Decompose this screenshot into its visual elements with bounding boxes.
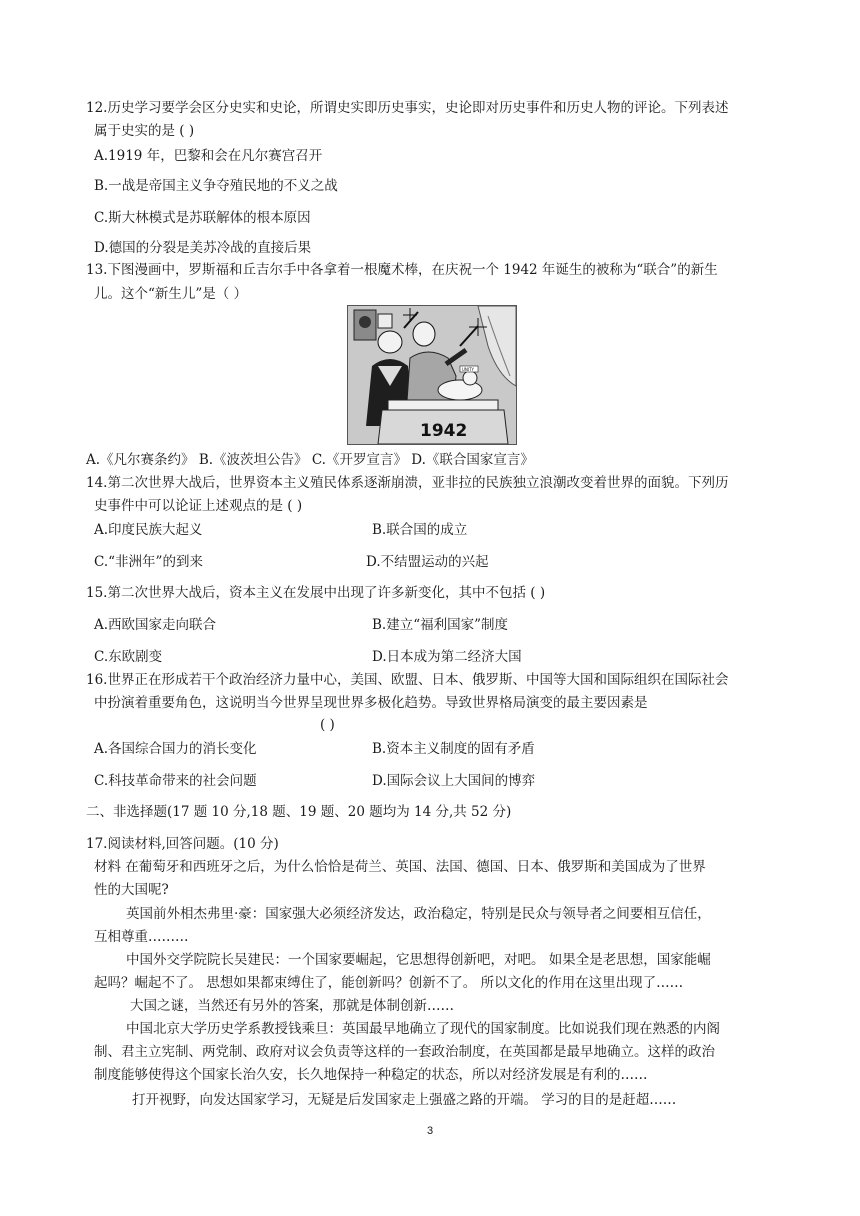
q16-answer-bracket: ( ) — [320, 717, 335, 733]
q15-option-c: C.东欧剧变 — [94, 649, 163, 665]
cartoon-year-caption: 1942 — [420, 421, 468, 441]
q16-stem-line1: 16.世界正在形成若干个政治经济力量中心，美国、欧盟、日本、俄罗斯、中国等大国和国际组织在国际社会 — [86, 672, 729, 688]
q17-closing-line: 打开视野，向发达国家学习，无疑是后发国家走上强盛之路的开端。 学习的目的是赶超…… — [132, 1092, 677, 1108]
q17-mystery-line: 大国之谜，当然还有另外的答案，那就是体制创新…… — [130, 998, 454, 1014]
q15-option-b: B.建立“福利国家”制度 — [372, 617, 509, 633]
page-number: 3 — [426, 1125, 434, 1137]
q12-option-b: B.一战是帝国主义争夺殖民地的不义之战 — [94, 178, 338, 194]
q17-quote-qian-line3: 制度能够使得这个国家长治久安，长久地保持一种稳定的状态，所以对经济发展是有利的…… — [94, 1067, 648, 1083]
cartoon-drawing — [348, 306, 516, 444]
section-two-heading: 二、非选择题(17 题 10 分,18 题、19 题、20 题均为 14 分,共 52 分) — [86, 804, 512, 820]
q12-option-d: D.德国的分裂是美苏冷战的直接后果 — [94, 240, 312, 256]
q16-option-c: C.科技革命带来的社会问题 — [94, 773, 257, 789]
q14-option-b: B.联合国的成立 — [372, 522, 468, 538]
q17-quote-wu-line2: 起吗？崛起不了。 思想如果都束缚住了，能创新吗？创新不了。 所以文化的作用在这里出现了…… — [94, 975, 684, 991]
q17-quote-qian-line2: 制、君主立宪制、两党制、政府对议会负责等这样的一套政治制度，在英国都是最早地确立。这样的政治 — [94, 1044, 715, 1060]
q16-stem-line2: 中扮演着重要角色，这说明当今世界呈现世界多极化趋势。导致世界格局演变的最主要因素是 — [94, 695, 648, 711]
q14-option-c: C.“非洲年”的到来 — [94, 554, 203, 570]
q15-option-a: A.西欧国家走向联合 — [94, 617, 217, 633]
cartoon-illustration — [347, 305, 517, 445]
q16-option-a: A.各国综合国力的消长变化 — [94, 741, 257, 757]
q12-stem-line2: 属于史实的是 ( ) — [94, 123, 195, 139]
cartoon-tag-text: UNITY — [462, 367, 474, 372]
q17-quote-howe-line2: 互相尊重……… — [94, 929, 189, 945]
q12-stem-line1: 12.历史学习要学会区分史实和史论，所谓史实即历史事实，史论即对历史事件和历史人物的评论。下列表述 — [86, 100, 729, 116]
q15-option-d: D.日本成为第二经济大国 — [372, 649, 522, 665]
q15-stem-line1: 15.第二次世界大战后，资本主义在发展中出现了许多新变化，其中不包括 ( ) — [86, 585, 546, 601]
q17-quote-qian-line1: 中国北京大学历史学系教授钱乘旦：英国最早地确立了现代的国家制度。比如说我们现在熟悉的内阁 — [126, 1021, 720, 1037]
q14-stem-line1: 14.第二次世界大战后，世界资本主义殖民体系逐渐崩溃，亚非拉的民族独立浪潮改变着世界的面貌。下列历 — [86, 475, 729, 491]
q17-quote-wu-line1: 中国外交学院院长吴建民：一个国家要崛起，它思想得创新吧，对吧。 如果全是老思想，国家能崛 — [126, 952, 711, 968]
q13-stem-line1: 13.下图漫画中，罗斯福和丘吉尔手中各拿着一根魔术棒，在庆祝一个 1942 年诞生的被称为“联合”的新生 — [86, 262, 718, 278]
q14-option-d: D.不结盟运动的兴起 — [366, 554, 489, 570]
q14-stem-line2: 史事件中可以论证上述观点的是 ( ) — [94, 498, 303, 514]
q17-material-line1: 材料 在葡萄牙和西班牙之后，为什么恰恰是荷兰、英国、法国、德国、日本、俄罗斯和美国成为了世界 — [94, 859, 706, 875]
q14-option-a: A.印度民族大起义 — [94, 522, 203, 538]
q13-stem-line2: 儿。这个“新生儿”是（ ） — [94, 286, 248, 302]
q12-option-a: A.1919 年，巴黎和会在凡尔赛宫召开 — [94, 148, 323, 164]
q17-material-line2: 性的大国呢? — [94, 882, 169, 898]
q16-option-b: B.资本主义制度的固有矛盾 — [372, 741, 535, 757]
q16-option-d: D.国际会议上大国间的博弈 — [372, 773, 536, 789]
q13-options: A.《凡尔赛条约》 B.《波茨坦公告》 C.《开罗宣言》 D.《联合国家宣言》 — [86, 452, 534, 468]
q17-quote-howe-line1: 英国前外相杰弗里·豪：国家强大必须经济发达，政治稳定，特别是民众与领导者之间要相互信任， — [126, 906, 711, 922]
q12-option-c: C.斯大林模式是苏联解体的根本原因 — [94, 210, 311, 226]
q17-title: 17.阅读材料,回答问题。(10 分) — [86, 836, 279, 852]
